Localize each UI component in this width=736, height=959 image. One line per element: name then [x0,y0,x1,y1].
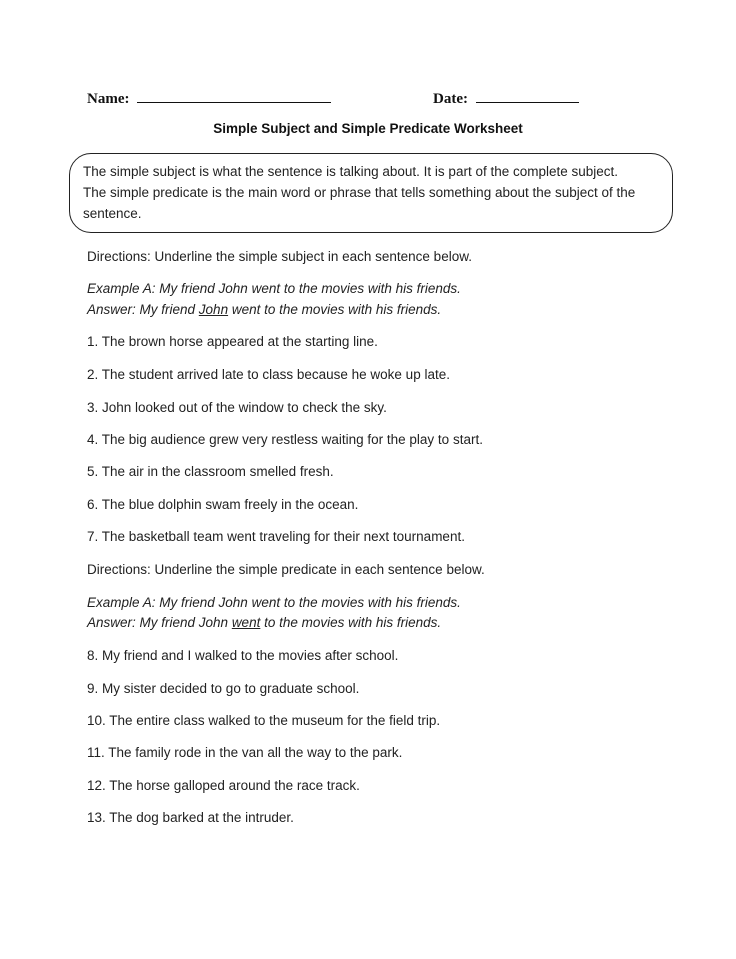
info-line-predicate: The simple predicate is the main word or phrase that tells something about the subject of the [83,185,636,200]
part2-answer-pre: Answer: My friend John [87,615,232,630]
question-item: 13. The dog barked at the intruder. [87,810,294,825]
question-item: 12. The horse galloped around the race track. [87,778,360,793]
part2-answer-post: to the movies with his friends. [260,615,442,630]
name-blank-line[interactable] [137,88,331,103]
date-blank-line[interactable] [476,88,579,103]
question-item: 6. The blue dolphin swam freely in the ocean. [87,497,359,512]
date-label: Date: [433,91,468,107]
part1-answer-pre: Answer: My friend [87,302,199,317]
part1-answer-post: went to the movies with his friends. [228,302,442,317]
question-item: 10. The entire class walked to the museum for the field trip. [87,713,441,728]
question-item: 7. The basketball team went traveling for their next tournament. [87,529,465,544]
part2-answer [87,615,441,630]
part1-answer-underlined: John [198,302,229,317]
part2-directions: Directions: Underline the simple predicate in each sentence below. [87,562,485,577]
question-item: 5. The air in the classroom smelled fresh. [87,464,334,479]
info-line-subject: The simple subject is what the sentence is talking about. It is part of the complete subject. [83,164,619,179]
part2-example: Example A: My friend John went to the movies with his friends. [87,595,461,610]
question-item: 2. The student arrived late to class because he woke up late. [87,367,450,382]
part1-answer [87,302,441,317]
name-label: Name: [87,91,130,107]
worksheet-title: Simple Subject and Simple Predicate Worksheet [213,121,523,136]
question-item: 1. The brown horse appeared at the starting line. [87,334,378,349]
info-line-continued: sentence. [83,206,142,221]
question-item: 4. The big audience grew very restless waiting for the play to start. [87,432,483,447]
question-item: 3. John looked out of the window to check the sky. [87,400,387,415]
name-field[interactable] [87,88,331,108]
part1-example: Example A: My friend John went to the movies with his friends. [87,281,461,296]
part2-answer-underlined: went [231,615,261,630]
question-item: 11. The family rode in the van all the way to the park. [87,745,403,760]
date-field[interactable] [433,88,579,108]
part1-directions: Directions: Underline the simple subject in each sentence below. [87,249,472,264]
question-item: 8. My friend and I walked to the movies after school. [87,648,399,663]
question-item: 9. My sister decided to go to graduate school. [87,681,360,696]
